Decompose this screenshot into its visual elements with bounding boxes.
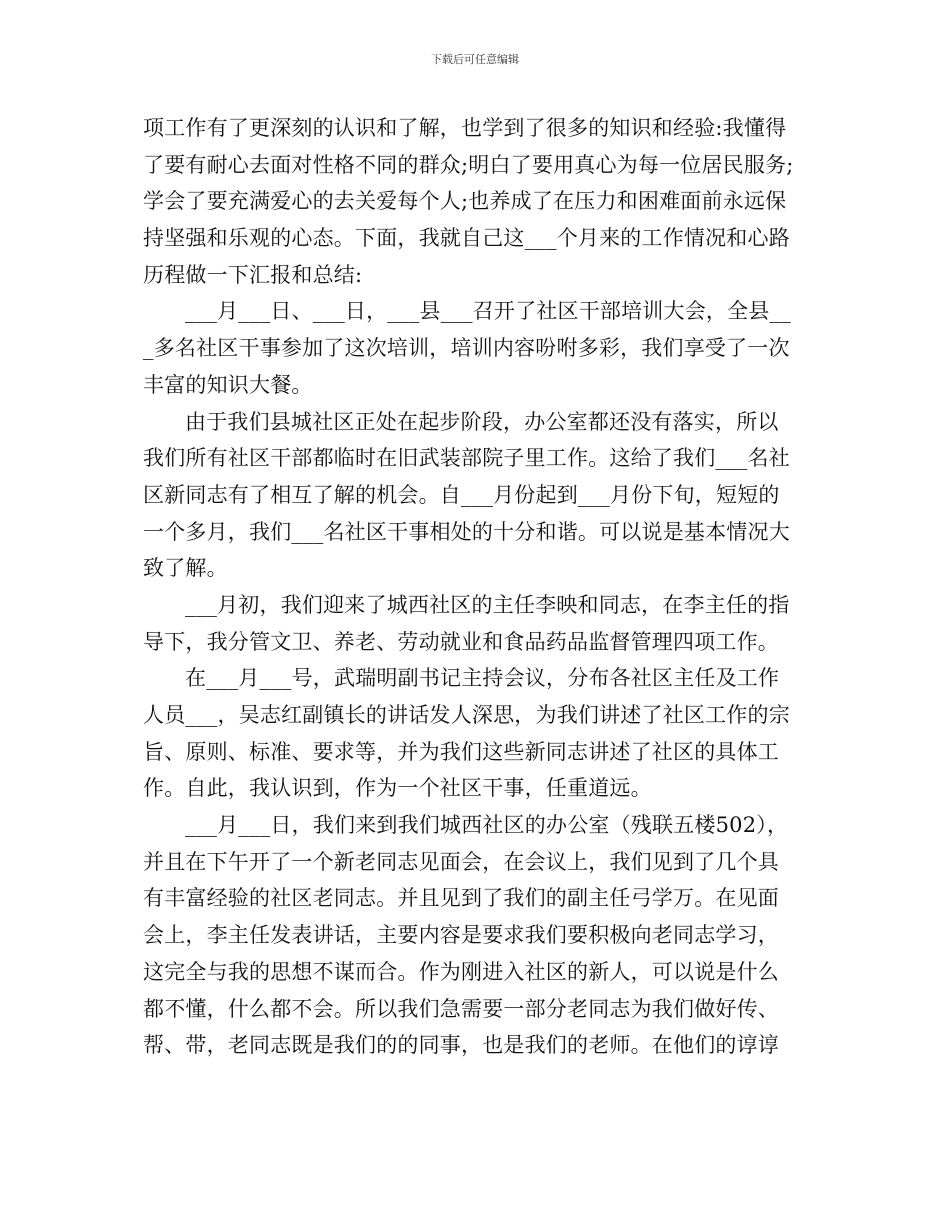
text-line: 区新同志有了相互了解的机会。自___月份起到___月份下旬，短短的	[143, 482, 780, 507]
text-line: 会上，李主任发表讲话，主要内容是要求我们要积极向老同志学习，	[143, 923, 779, 948]
text-line: 了要有耐心去面对性格不同的群众;明白了要用真心为每一位居民服务;	[143, 152, 794, 177]
text-line: 丰富的知识大餐。	[143, 372, 313, 397]
text-line: ___月___日、___日，___县___召开了社区干部培训大会，全县__	[185, 299, 791, 324]
page-header: 下载后可任意编辑	[431, 53, 519, 66]
text-line: 帮、带，老同志既是我们的的同事，也是我们的老师。在他们的谆谆	[143, 1033, 779, 1058]
text-line: 项工作有了更深刻的认识和了解，也学到了很多的知识和经验:我懂得	[143, 116, 787, 140]
text-line: 历程做一下汇报和总结:	[143, 262, 363, 287]
document-body	[143, 110, 805, 1064]
text-line: 都不懂，什么都不会。所以我们急需要一部分老同志为我们做好传、	[143, 996, 779, 1021]
text-line: 有丰富经验的社区老同志。并且见到了我们的副主任弓学万。在见面	[143, 886, 779, 911]
text-line: 由于我们县城社区正处在起步阶段，办公室都还没有落实，所以	[185, 409, 779, 434]
text-line: _多名社区干事参加了这次培训，培训内容吩咐多彩，我们享受了一次	[143, 336, 790, 361]
text-line: 一个多月，我们___名社区干事相处的十分和谐。可以说是基本情况大	[143, 519, 790, 544]
text-line: 致了解。	[143, 556, 228, 581]
text-line: ___月初，我们迎来了城西社区的主任李映和同志，在李主任的指	[185, 592, 790, 617]
text-line: 在___月___号，武瑞明副书记主持会议，分布各社区主任及工作	[185, 666, 780, 691]
text-line: 这完全与我的思想不谋而合。作为刚进入社区的新人，可以说是什么	[143, 959, 779, 984]
text-line: 人员___，吴志红副镇长的讲话发人深思，为我们讲述了社区工作的宗	[143, 703, 790, 727]
text-line: 作。自此，我认识到，作为一个社区干事，任重道远。	[143, 776, 652, 801]
text-line: 旨、原则、标准、要求等，并为我们这些新同志讲述了社区的具体工	[143, 739, 779, 764]
text-line: 导下，我分管文卫、养老、劳动就业和食品药品监督管理四项工作。	[143, 629, 779, 654]
text-line: 并且在下午开了一个新老同志见面会，在会议上，我们见到了几个具	[143, 849, 779, 874]
text-line: ___月___日，我们来到我们城西社区的办公室（残联五楼502），	[185, 813, 789, 838]
text-line: 学会了要充满爱心的去关爱每个人;也养成了在压力和困难面前永远保	[143, 189, 787, 214]
text-line: 我们所有社区干部都临时在旧武装部院子里工作。这给了我们___名社	[143, 446, 790, 471]
text-line: 持坚强和乐观的心态。下面，我就自己这___个月来的工作情况和心路	[143, 226, 790, 251]
